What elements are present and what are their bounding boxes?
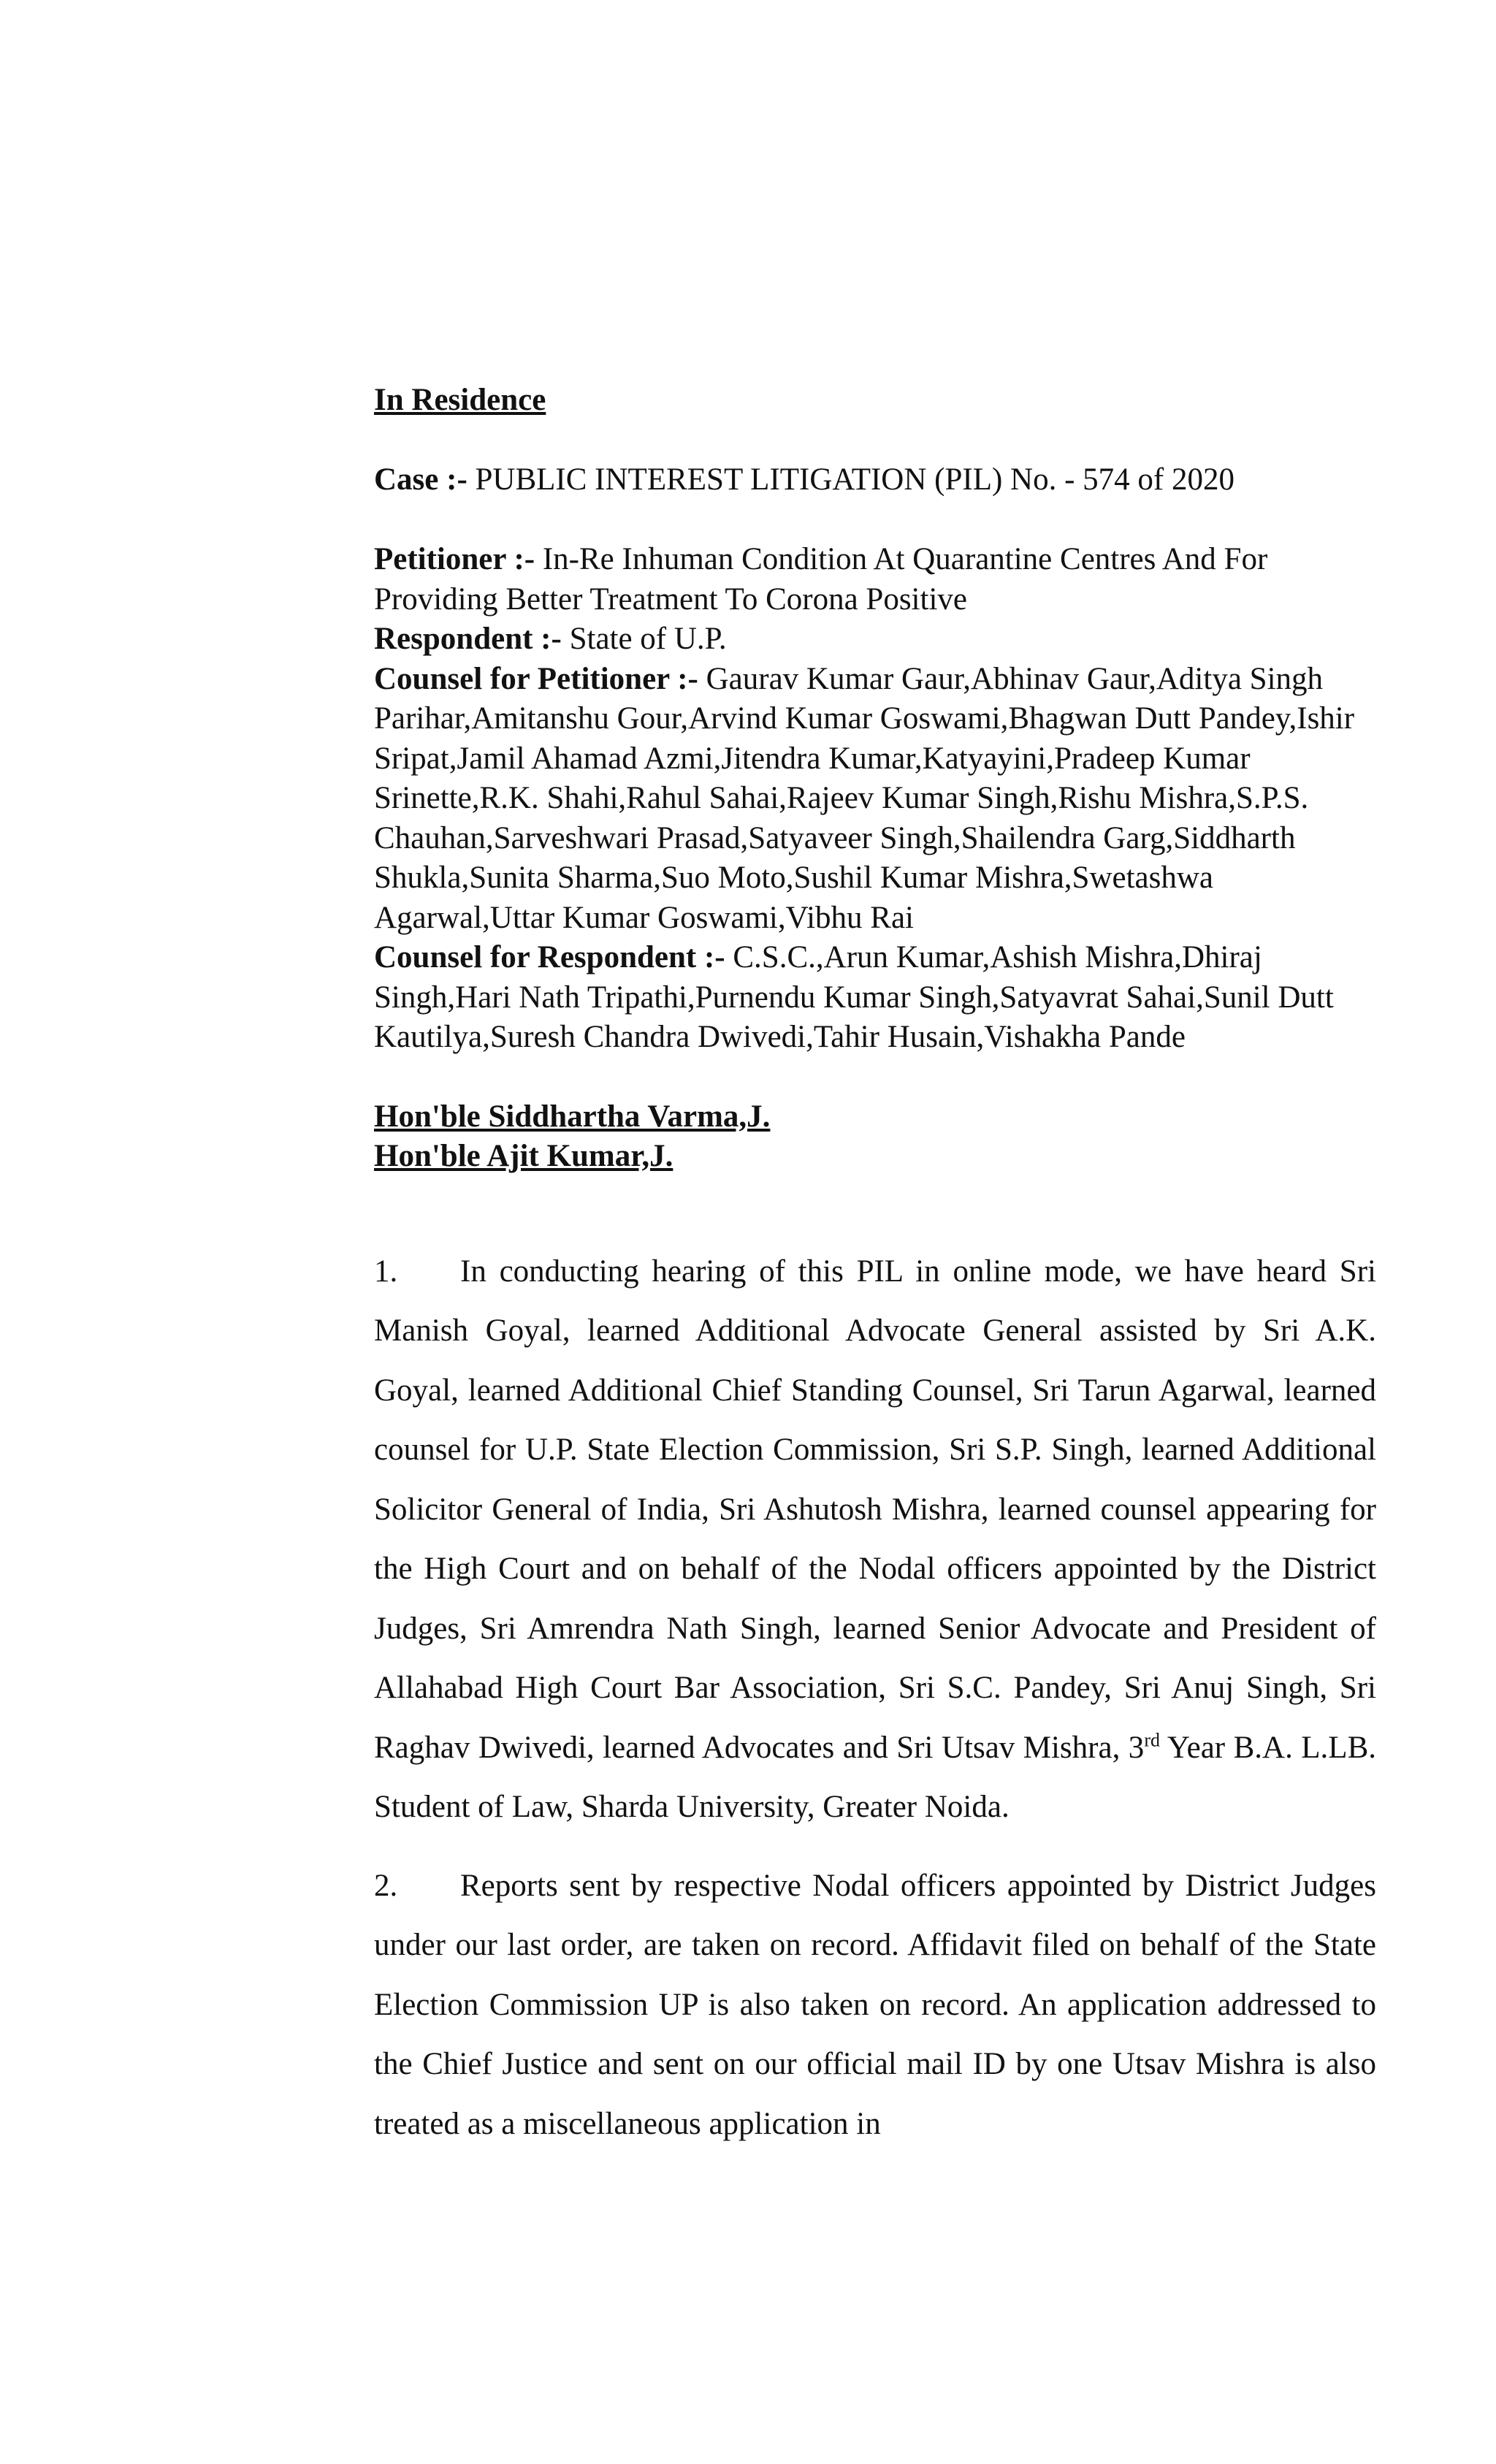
bench [374,1097,1376,1176]
respondent-label: Respondent :- [374,622,562,656]
petitioner-label: Petitioner :- [374,542,535,576]
petitioner-line [374,540,1376,619]
paragraph-2 [374,1856,1376,2154]
paragraph-2-number: 2. [374,1868,398,1903]
counsel-respondent-value: C.S.C.,Arun Kumar,Ashish Mishra,Dhiraj Singh,Hari Nath Tripathi,Purnendu Kumar Singh,Satyavrat Sahai,Sunil Dutt Kautilya,Suresh Chandra Dwivedi,Tahir Husain,Vishakha Pande [374,940,1334,1054]
judge-1: Hon'ble Siddhartha Varma,J. [374,1099,771,1134]
parties-block [374,540,1376,1058]
respondent-line [374,619,1376,660]
paragraph-1-text-b: Year B.A. L.LB. Student of Law, Sharda University, Greater Noida. [374,1730,1377,1824]
counsel-petitioner-line [374,660,1376,939]
paragraph-1 [374,1242,1376,1837]
case-line [374,459,1376,500]
case-label: Case :- [374,462,468,497]
paragraph-1-number: 1. [374,1254,398,1289]
paragraph-2-text: Reports sent by respective Nodal officers appointed by District Judges under our last order, are taken on record. Affidavit filed on behalf of the State Election Commission UP is also taken on record. An application addressed to the Chief Justice and sent on our official mail ID by one Utsav Mishra is also treated as a miscellaneous application in [374,1868,1376,2141]
counsel-petitioner-label: Counsel for Petitioner :- [374,661,698,696]
page-heading: In Residence [374,383,546,417]
document-page [374,380,1376,2154]
paragraph-1-text-a: In conducting hearing of this PIL in online mode, we have heard Sri Manish Goyal, learned Additional Advocate General assisted by Sri A.K. Goyal, learned Additional Chief Standing Counsel, Sri Tarun Agarwal, learned counsel for U.P. State Election Commission, Sri S.P. Singh, learned Additional Solicitor General of India, Sri Ashutosh Mishra, learned counsel appearing for the High Court and on behalf of the Nodal officers appointed by the District Judges, Sri Amrendra Nath Singh, learned Senior Advocate and President of Allahabad High Court Bar Association, Sri S.C. Pandey, Sri Anuj Singh, Sri Raghav Dwivedi, learned Advocates and Sri Utsav Mishra, 3 [374,1254,1376,1765]
respondent-value: State of U.P. [561,622,727,656]
case-value: PUBLIC INTEREST LITIGATION (PIL) No. - 574 of 2020 [467,462,1234,497]
counsel-respondent-label: Counsel for Respondent :- [374,940,725,974]
judge-2: Hon'ble Ajit Kumar,J. [374,1138,673,1173]
paragraph-1-superscript: rd [1144,1729,1160,1751]
counsel-respondent-line [374,938,1376,1058]
petitioner-value: In-Re Inhuman Condition At Quarantine Centres And For Providing Better Treatment To Corona Positive [374,542,1268,617]
counsel-petitioner-value: Gaurav Kumar Gaur,Abhinav Gaur,Aditya Singh Parihar,Amitanshu Gour,Arvind Kumar Goswami,Bhagwan Dutt Pandey,Ishir Sripat,Jamil Ahamad Azmi,Jitendra Kumar,Katyayini,Pradeep Kumar Srinette,R.K. Shahi,Rahul Sahai,Rajeev Kumar Singh,Rishu Mishra,S.P.S. Chauhan,Sarveshwari Prasad,Satyaveer Singh,Shailendra Garg,Siddharth Shukla,Sunita Sharma,Suo Moto,Sushil Kumar Mishra,Swetashwa Agarwal,Uttar Kumar Goswami,Vibhu Rai [374,661,1355,935]
